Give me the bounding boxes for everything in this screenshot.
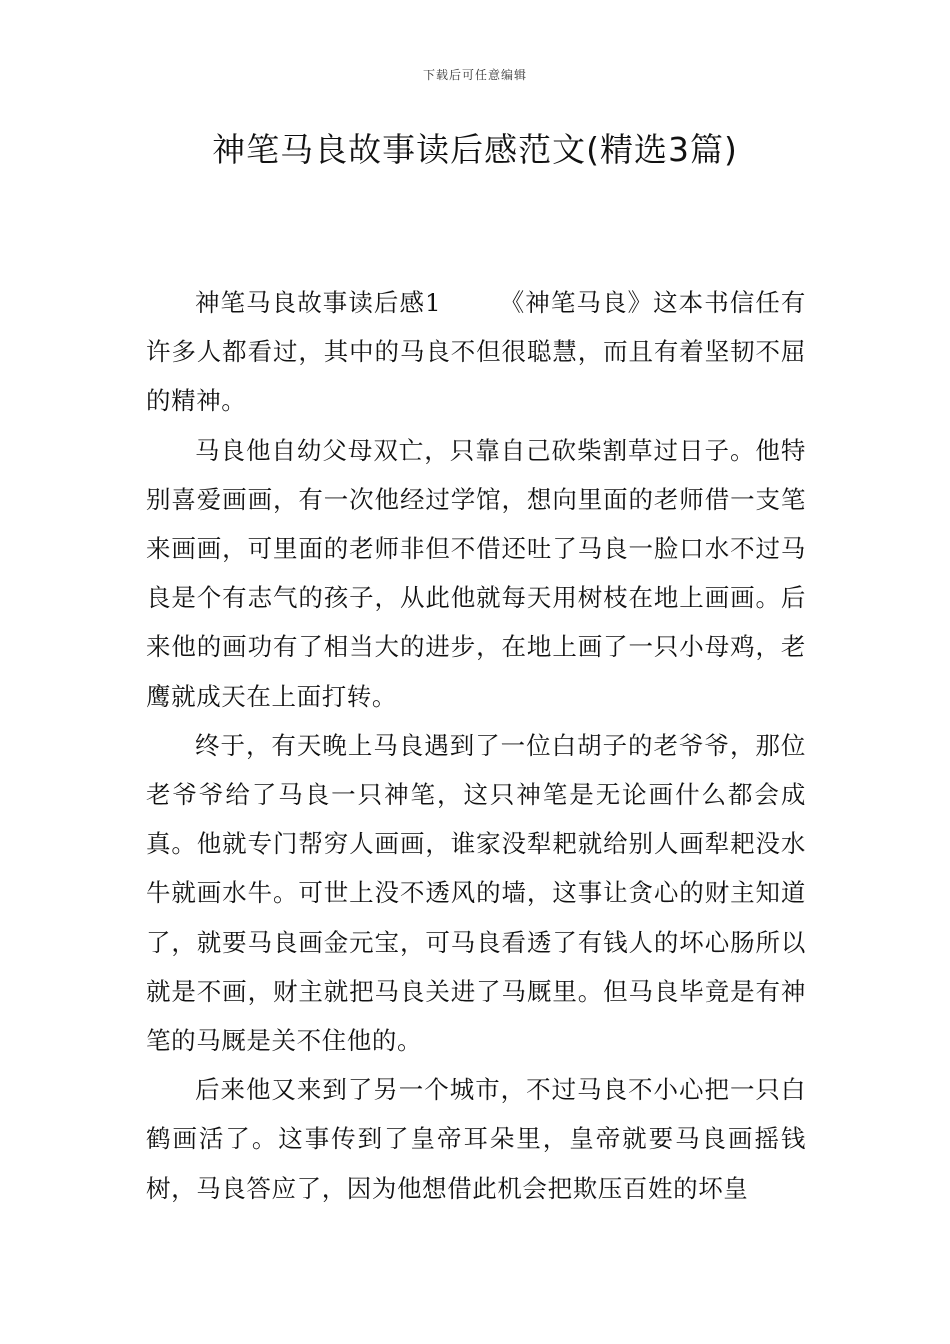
paragraph-text: 《神笔马良》这本书信任有许多人都看过，其中的马良不但很聪慧，而且有着坚韧不屈的精神。 bbox=[146, 288, 806, 416]
paragraph-text: 终于，有天晚上马良遇到了一位白胡子的老爷爷，那位老爷爷给了马良一只神笔，这只神笔是无论画什么都会成真。他就专门帮穷人画画，谁家没犁耙就给别人画犁耙没水牛就画水牛。可世上没不透风的墙，这事让贪心的财主知道了，就要马良画金元宝，可马良看透了有钱人的坏心肠所以就是不画，财主就把马良关进了马厩里。但马良毕竟是有神笔的马厩是关不住他的。 bbox=[146, 730, 806, 1056]
section-heading: 神笔马良故事读后感1 bbox=[195, 288, 442, 317]
paragraph-text: 马良他自幼父母双亡，只靠自己砍柴割草过日子。他特别喜爱画画，有一次他经过学馆，想向里面的老师借一支笔来画画，可里面的老师非但不借还吐了马良一脸口水不过马良是个有志气的孩子，从此他就每天用树枝在地上画画。后来他的画功有了相当大的进步，在地上画了一只小母鸡，老鹰就成天在上面打转。 bbox=[146, 435, 806, 711]
header-note: 下载后可任意编辑 bbox=[422, 68, 527, 82]
paragraph-text: 后来他又来到了另一个城市，不过马良不小心把一只白鹤画活了。这事传到了皇帝耳朵里，皇帝就要马良画摇钱树，马良答应了，因为他想借此机会把欺压百姓的坏皇 bbox=[146, 1075, 806, 1203]
paragraph-4 bbox=[146, 1065, 806, 1213]
paragraph-2 bbox=[146, 426, 806, 721]
paragraph-3 bbox=[146, 721, 806, 1065]
page-title: 神笔马良故事读后感范文(精选3篇) bbox=[212, 130, 738, 169]
paragraph-1 bbox=[146, 278, 806, 426]
article-body bbox=[146, 278, 806, 1213]
